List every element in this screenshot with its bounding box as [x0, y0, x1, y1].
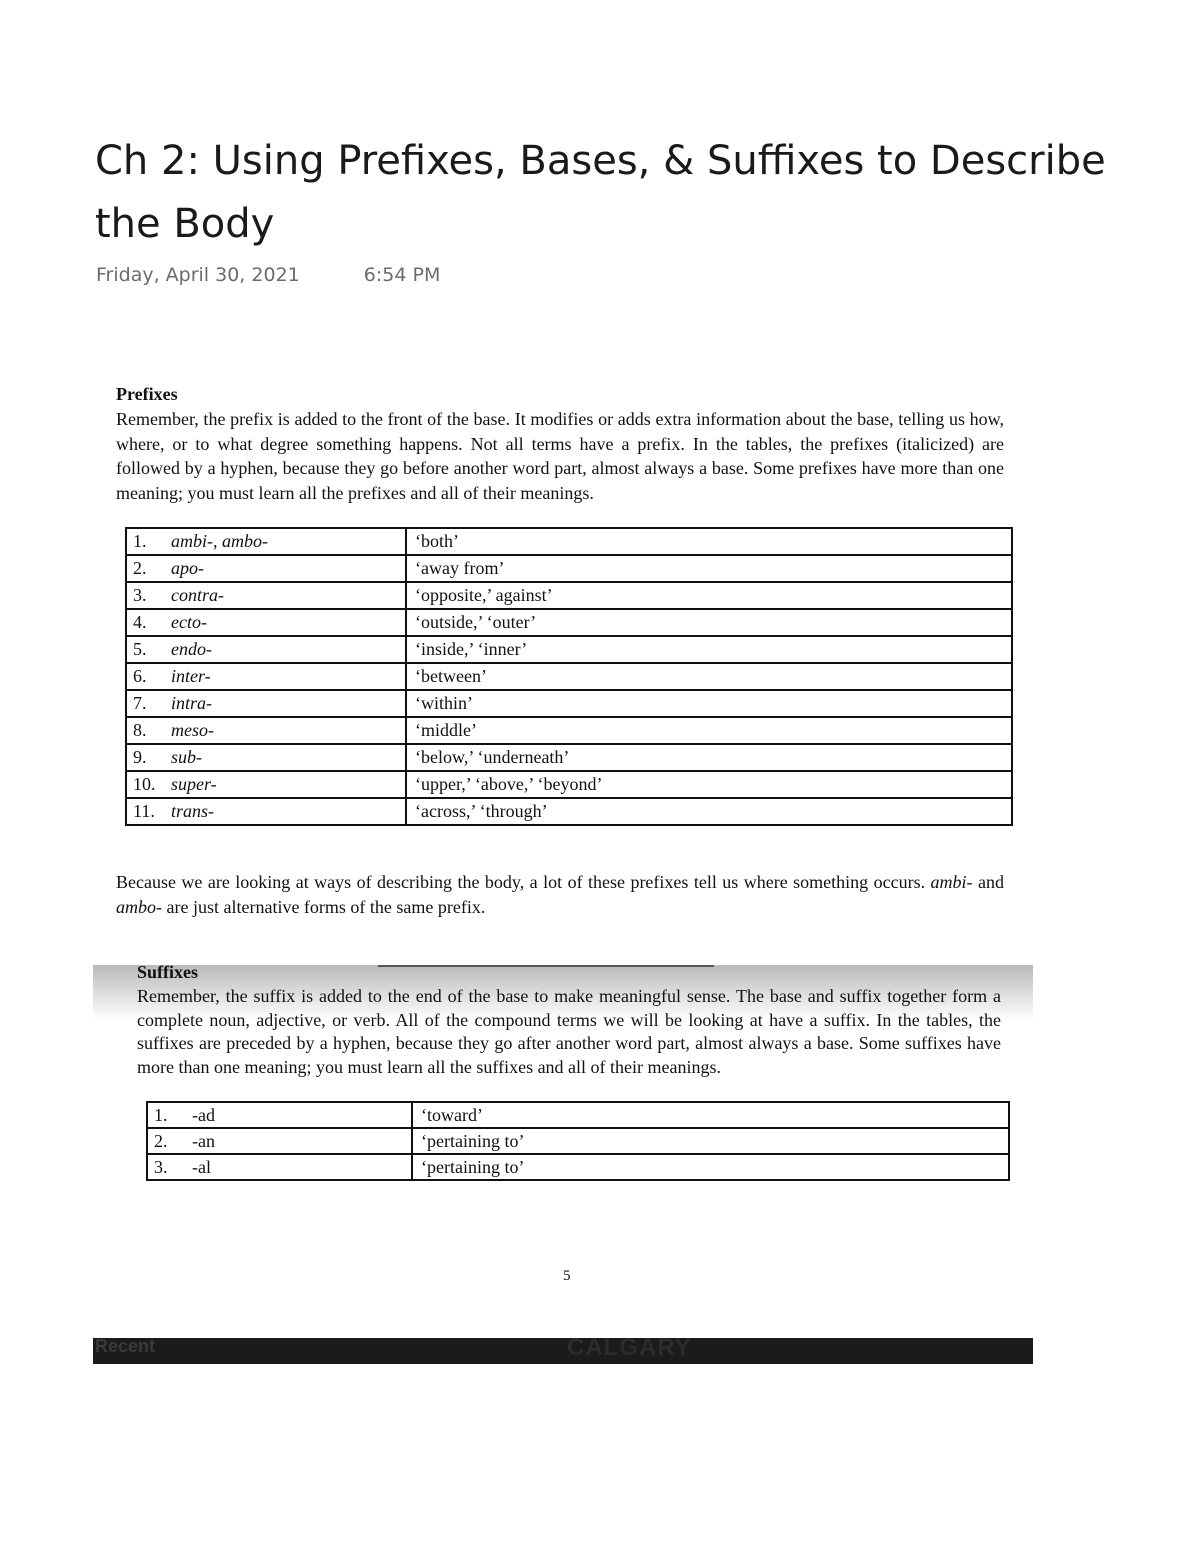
- row-number: 3.: [147, 1154, 186, 1180]
- note-term: ambi-: [930, 872, 973, 892]
- row-term: super-: [165, 771, 406, 798]
- note-time: 6:54 PM: [363, 264, 441, 286]
- row-number: 1.: [147, 1102, 186, 1128]
- row-term: ecto-: [165, 609, 406, 636]
- bottom-bar-recent: Recent: [95, 1338, 156, 1356]
- note-date: Friday, April 30, 2021: [96, 264, 300, 286]
- row-number: 8.: [126, 717, 165, 744]
- row-number: 6.: [126, 663, 165, 690]
- row-meaning: ‘between’: [406, 663, 1012, 690]
- row-number: 9.: [126, 744, 165, 771]
- row-meaning: ‘pertaining to’: [412, 1154, 1009, 1180]
- prefixes-table-body: [126, 528, 1012, 825]
- row-number: 2.: [126, 555, 165, 582]
- row-term: apo-: [165, 555, 406, 582]
- table-row: [147, 1102, 1009, 1128]
- prefixes-table: [125, 527, 1013, 826]
- row-term: trans-: [165, 798, 406, 825]
- row-meaning: ‘below,’ ‘underneath’: [406, 744, 1012, 771]
- suffixes-section: [137, 962, 1001, 1079]
- row-term: sub-: [165, 744, 406, 771]
- row-term: -an: [186, 1128, 412, 1154]
- row-number: 7.: [126, 690, 165, 717]
- row-term: inter-: [165, 663, 406, 690]
- row-term: meso-: [165, 717, 406, 744]
- table-row: [147, 1128, 1009, 1154]
- suffixes-heading: Suffixes: [137, 962, 199, 982]
- row-number: 5.: [126, 636, 165, 663]
- table-row: [126, 690, 1012, 717]
- row-meaning: ‘away from’: [406, 555, 1012, 582]
- row-term: -al: [186, 1154, 412, 1180]
- page-title: Ch 2: Using Prefixes, Bases, & Suffixes to Describe the Body: [95, 138, 1106, 247]
- note-timestamp: [96, 264, 440, 286]
- prefixes-note: [116, 870, 1004, 919]
- row-term: ambi-, ambo-: [165, 528, 406, 555]
- table-row: [147, 1154, 1009, 1180]
- row-meaning: ‘opposite,’ against’: [406, 582, 1012, 609]
- row-term: -ad: [186, 1102, 412, 1128]
- note-term: ambo-: [116, 896, 162, 917]
- table-row: [126, 663, 1012, 690]
- prefixes-heading: Prefixes: [116, 384, 178, 404]
- suffixes-intro: Remember, the suffix is added to the end of the base to make meaningful sense. The base and suffix together form a complete noun, adjective, or verb. All of the compound terms we will be looking at have a suffix. In the tables, the suffixes are preceded by a hyphen, because they go after another word part, almost always a base. Some suffixes have more than one meaning; you must learn all the suffixes and all of their meanings.: [137, 986, 1001, 1077]
- table-row: [126, 555, 1012, 582]
- row-meaning: ‘upper,’ ‘above,’ ‘beyond’: [406, 771, 1012, 798]
- prefixes-section: [116, 384, 1004, 505]
- row-meaning: ‘within’: [406, 690, 1012, 717]
- row-meaning: ‘both’: [406, 528, 1012, 555]
- table-row: [126, 717, 1012, 744]
- table-row: [126, 771, 1012, 798]
- note-text: and: [972, 872, 1004, 892]
- row-meaning: ‘outside,’ ‘outer’: [406, 609, 1012, 636]
- row-number: 4.: [126, 609, 165, 636]
- prefixes-note-text: [116, 870, 1004, 919]
- table-row: [126, 744, 1012, 771]
- note-text: are just alternative forms of the same prefix.: [162, 896, 486, 917]
- table-row: [126, 528, 1012, 555]
- table-row: [126, 609, 1012, 636]
- suffixes-table-body: [147, 1102, 1009, 1180]
- row-meaning: ‘across,’ ‘through’: [406, 798, 1012, 825]
- table-row: [126, 798, 1012, 825]
- note-text: Because we are looking at ways of describing the body, a lot of these prefixes tell us where something occurs.: [116, 872, 931, 892]
- page-number: 5: [563, 1268, 571, 1284]
- row-number: 1.: [126, 528, 165, 555]
- bottom-bar-brand: CALGARY: [567, 1338, 692, 1361]
- bottom-bar: [93, 1338, 1033, 1364]
- row-number: 11.: [126, 798, 165, 825]
- row-number: 2.: [147, 1128, 186, 1154]
- row-meaning: ‘inside,’ ‘inner’: [406, 636, 1012, 663]
- row-meaning: ‘middle’: [406, 717, 1012, 744]
- row-meaning: ‘toward’: [412, 1102, 1009, 1128]
- row-number: 3.: [126, 582, 165, 609]
- row-number: 10.: [126, 771, 165, 798]
- prefixes-intro: Remember, the prefix is added to the front of the base. It modifies or adds extra information about the base, telling us how, where, or to what degree something happens. Not all terms have a prefix. In the tables, the prefixes (italicized) are followed by a hyphen, because they go before another word part, almost always a base. Some prefixes have more than one meaning; you must learn all the prefixes and all of their meanings.: [116, 409, 1004, 503]
- table-row: [126, 582, 1012, 609]
- table-row: [126, 636, 1012, 663]
- row-meaning: ‘pertaining to’: [412, 1128, 1009, 1154]
- row-term: contra-: [165, 582, 406, 609]
- suffixes-table: [146, 1101, 1010, 1181]
- row-term: intra-: [165, 690, 406, 717]
- row-term: endo-: [165, 636, 406, 663]
